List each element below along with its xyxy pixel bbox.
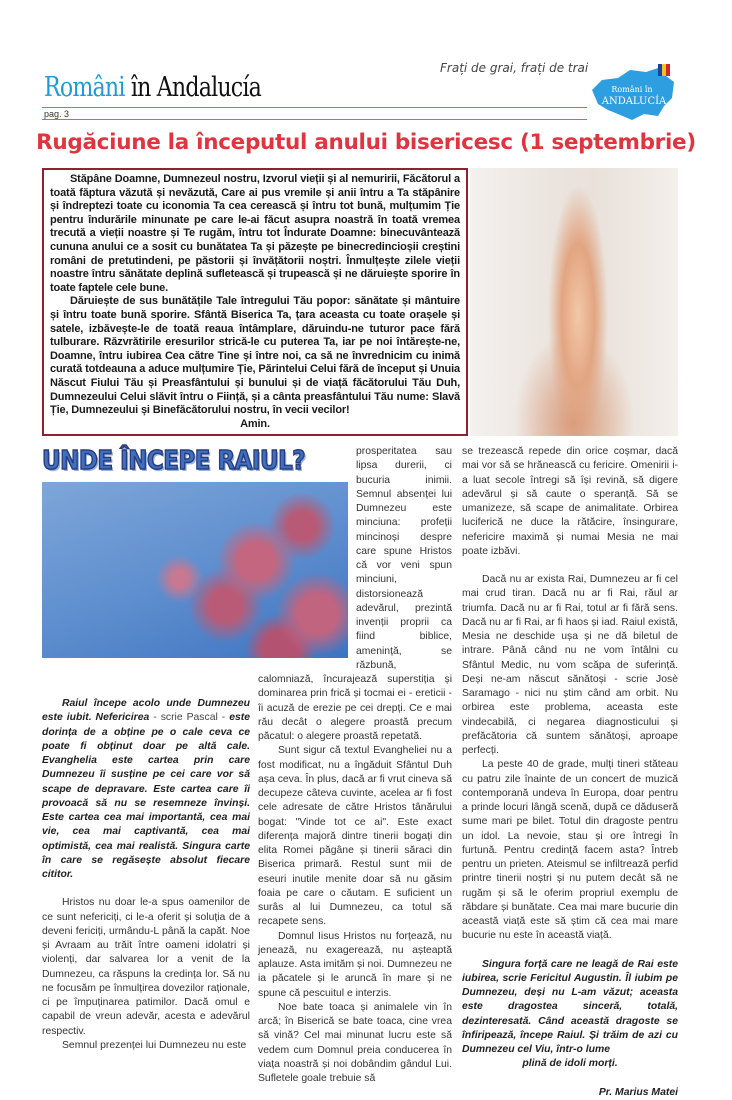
article-paragraph: Semnul prezenței lui Dumnezeu nu este xyxy=(62,1039,247,1051)
header-rule xyxy=(42,107,587,108)
article-column-1 xyxy=(42,697,250,1053)
article-paragraph: La peste 40 de grade, mulți tineri stăteau cu patru zile înainte de un concert de muzică contemporană undeva în Europa, doar pentru a prinde locuri lângă scenă, după ce dăduseră sume mari pe bilet. Totul din dragoste pentru un idol. La nevoie, stau și ore întregi în furtună. Pentru credință facem asta? Întreb pentru un prieten. Ateismul se infiltrează perfid printre tinerii noștri și nu putem decât să ne rugăm și să le oferim propriul exemplu de răbdare și bunătate. Cea mai mare bucurie din această viață este să știm că cea mai mare bucurie nu este în această viață. xyxy=(462,759,678,942)
praying-hands-photo xyxy=(470,168,678,436)
article-paragraph: Domnul Iisus Hristos nu forțează, nu jenează, nu exagerează, nu așteaptă aplauze. Asta imităm și noi. Dumnezeu ne ia păcatele și le aruncă în mare și ne spune că pescuitul e interzis. xyxy=(258,930,452,999)
article-paragraph: Dacă nu ar exista Rai, Dumnezeu ar fi cel mai crud tiran. Dacă nu ar fi Rai, răul ar triumfa. Dacă nu ar fi Rai, totul ar fi fără sens. Dacă nu ar fi Rai, ar fi haos și iad. Raiul există, Mesia ne deschide ușa și ne dă biletul de intrare. Până când nu ne vom întâlni cu Sfântul Medic, nu vom scăpa de suferință. Deși ne-am născut sănătoși - scrie Josè Saramago - nici nu știm când am orbit. Nu orbirea este problema, aceasta este vindecabilă, ci negarea diagnosticului și prefăcătoria că suntem sănătoși, aproape perfecți. xyxy=(462,574,678,756)
article-closing-last: plină de idoli morți. xyxy=(522,1058,618,1070)
article-intro: Raiul începe acolo unde Dumnezeu este iubit. Nefericirea - scrie Pascal - este dorința de a obține pe o cale ceva ce poate fi obținut doar pe altă cale. Evanghelia este cartea prin care Dumnezeu îi susține pe cei care vor să scape de depravare. Este cartea care îi provoacă să nu se resemneze învinși. Este cartea cea mai importantă, cea mai vie, cea mai captivantă, cea mai optimistă, cea mai realistă. Singura carte în care se regăsește absolut fiecare cititor. xyxy=(42,698,250,880)
prayer-title: Rugăciune la începutul anului bisericesc (1 septembrie) xyxy=(36,130,696,155)
header-rule xyxy=(42,119,587,120)
article-column-2 xyxy=(258,445,452,1086)
article-column-3 xyxy=(462,445,678,1100)
logo-text: Români în xyxy=(611,85,653,94)
logo-text: ANDALUCÍA xyxy=(601,96,667,107)
slogan: Frați de grai, frați de trai xyxy=(440,61,589,75)
page-number: pag. 3 xyxy=(44,109,70,119)
article-title: UNDE ÎNCEPE RAIUL? xyxy=(42,446,306,476)
prayer-box xyxy=(42,168,468,436)
article-paragraph: Sunt sigur că textul Evangheliei nu a fost modificat, nu a îngăduit Sfântul Duh așa ceva. În plus, dacă ar fi vrut cineva să decupeze câteva cuvinte, acelea ar fi fost cele adresate de către Hristos tânărului bogat: "Vinde tot ce ai". Este exact diferența majoră dintre tinerii bogați din elita Romei păgâne și tinerii săraci din Biserica primară. Restul sunt mii de eseuri inutile menite doar să nu găsim foaia pe care o căutam. E suficient un surâs al lui Dumnezeu, ca totul să recapete sens. xyxy=(258,745,452,928)
article-closing: Singura forță care ne leagă de Rai este iubirea, scrie Fericitul Augustin. Îl iubim pe Dumnezeu, deși nu L-am văzut; aceasta este dragostea sinceră, totală, dezinteresată. Când această dragoste se înfiripează, începe Raiul. Și trăim de azi cu Dumnezeu cel Viu, într-o lume xyxy=(462,958,678,1055)
article-paragraph: se trezească repede din orice coșmar, dacă mai vor să se hrănească cu fericire. Omenirii i-a luat secole întregi să își revină, să digere adevărul și să caute o speranță. Să se umanizeze, să scape de animalitate. Orbirea luciferică ne duce la rătăcire, însingurare, nefericire maximă și numai Mesia ne mai poate izbăvi. xyxy=(462,446,678,557)
masthead-title: Români în Andalucía xyxy=(44,72,262,103)
prayer-amen: Amin. xyxy=(240,417,270,430)
prayer-paragraph: Dăruiește de sus bunătățile Tale întregului Tău popor: sănătate și mântuire și întru toate bună sporire. Sfântă Biserica Ta, țara aceasta cu toate orașele și satele, izbăvește-le de toată reaua întâmplare, dăruindu-ne tuturor pace fără tulburare. Răzvrătirile eresurilor strică-le cu puterea Ta, iar pe noi întărește-ne, Doamne, întru iubirea Cea către Tine și între noi, ca să ne învrednicim cu inimă curată totdeauna a aduce mulțumire Ție, Părintelui Celui fără de început și Unuia Născut Fiului Tău și Preasfântului și bunului și de viață făcătorului Tău Duh, Dumnezeului Celui slăvit întru o Ființă, și a cânta preasfântului Tău nume: Slavă Ție, Dumnezeului și Binefăcătorului nostru, în vecii vecilor! xyxy=(50,295,460,417)
andalucia-map-logo xyxy=(588,60,676,122)
article-paragraph: Noe bate toaca și animalele vin în arcă; în Biserică se bate toaca, cine vrea să vină? Cel mai minunat lucru este să vedem cum Domnul preia conducerea în viața noastră și noi dobândim gândul Lui. Sufletele goale trebuie să xyxy=(258,1001,452,1084)
prayer-paragraph: Stăpâne Doamne, Dumnezeul nostru, Izvorul vieții și al nemuririi, Făcătorul a toată făptura văzută și nevăzută, Care ai pus vremile și anii întru a Ta stăpânire și îndreptezi toate cu iconomia Ta cea cerească și întru tot bună, mulțumim Ție pentru îndurările minunate pe care le-ai făcut asupra noastră în toată vremea trecută a vieții noastre și Te rugăm, întru tot Îndurate Doamne: binecuvântează cununa anului ce a sosit cu bunătatea Ta și păzește pe binecredincioșii creștini români de pretutindeni, pe păstorii și învățătorii noștri. Înmulțește zilele vieții noastre întru sănătate deplină sufletească și trupească și ne dăruiește sporire în toate faptele cele bune. xyxy=(50,173,460,294)
article-paragraph: Hristos nu doar le-a spus oamenilor de ce sunt nefericiți, ci le-a oferit și soluția de a deveni fericiți, urmându-L până la capăt. Noe și Avraam au trăit între oameni idolatri și violenți, dar salvarea lor a venit de la Dumnezeu, ca răspuns la credința lor. Să nu ne focusăm pe înmulțirea dovezilor raționale, ci pe împuținarea patimilor. Dacă omul e capabil de vreun adevăr, acesta e adevărul respectiv. xyxy=(42,897,250,1037)
author-signature: Pr. Marius Matei xyxy=(598,1086,678,1098)
article-paragraph: prosperitatea sau lipsa durerii, ci bucuria inimii. Semnul absenței lui Dumnezeu este minciuna: profeții mincinoși despre care spune Hristos că vor veni spun minciuni, distorsionează adevărul, prezintă invenții proprii ca fiind biblice, amenință, se răzbună, calomniază, încurajează superstiția și dominarea prin frică și tocmai ei - ereticii - îi acuză de erezie pe cei drepți. Ce e mai rău decât o alegere proastă precum păcatul: o alegere proastă repetată. xyxy=(258,446,452,742)
